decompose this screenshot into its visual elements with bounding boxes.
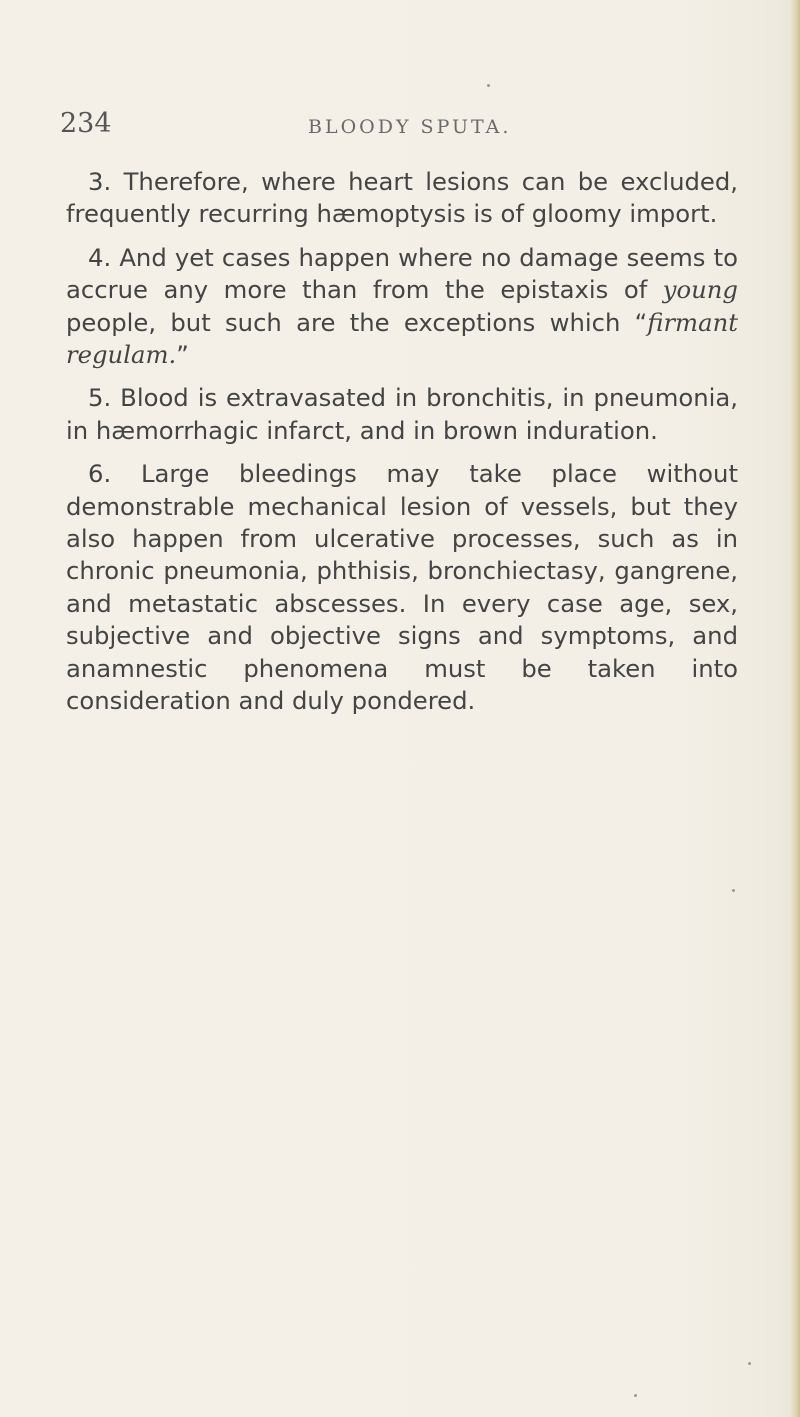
paragraph-number: 5.	[88, 383, 112, 413]
paragraph-6	[66, 458, 738, 717]
paper-speck	[487, 84, 490, 87]
paragraph-text: Large bleedings may take place without demonstrable mechanical lesion of vessels, but they also happen from ulcerative processes, such as in chronic pneumonia, phthisis, bronchiectasy, gangrene, and metastatic abscesses. In every case age, sex, subjective and objective signs and symptoms, and anamnestic phenomena must be taken into consideration and duly pondered.	[66, 459, 738, 716]
paragraph-text-middle: people, but such are the exceptions which “	[66, 307, 648, 337]
paragraph-4	[66, 242, 738, 372]
running-head: BLOODY SPUTA.	[308, 116, 512, 138]
paragraph-5	[66, 382, 738, 447]
paragraph-text: And yet cases happen where no damage seems to accrue any more than from the epistaxis of	[66, 242, 738, 305]
paragraph-3	[66, 166, 738, 231]
paragraph-text: Therefore, where heart lesions can be excluded, frequently recurring hæmoptysis is of gloomy import.	[66, 167, 738, 229]
paper-speck	[634, 1394, 637, 1397]
paragraph-number: 6.	[88, 459, 112, 489]
page-header	[0, 108, 800, 148]
paragraph-number: 4.	[88, 242, 112, 272]
paper-speck	[732, 889, 735, 892]
page-edge-shadow	[790, 0, 800, 1417]
italic-phrase-firmant-regulam: firmant regulam.	[66, 307, 738, 370]
closing-quote: ”	[176, 340, 189, 370]
page-number: 234	[60, 108, 112, 139]
paragraph-text: Blood is extravasated in bronchitis, in pneumonia, in hæmorrhagic infarct, and in brown induration.	[66, 383, 738, 445]
paper-speck	[748, 1362, 751, 1365]
body-text	[66, 166, 738, 729]
paragraph-number: 3.	[88, 167, 112, 196]
italic-word-young: young	[662, 275, 738, 305]
